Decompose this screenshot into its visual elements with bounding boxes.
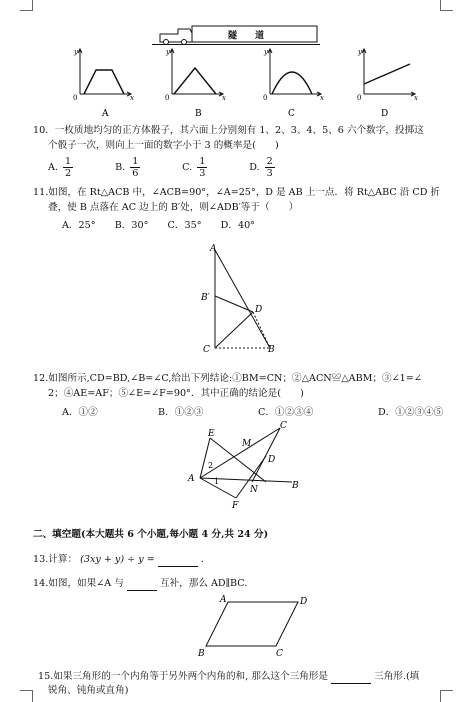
q15-text-end: 三角形.(填 [374,671,420,682]
q14-point-a: A [220,595,227,605]
graph-c-origin: 0 [263,94,268,102]
q10-line2: 个骰子一次，则向上一面的数字小于 3 的概率是( ) [48,140,279,151]
graph-a-origin: 0 [73,94,78,102]
q12-point-m: M [242,439,252,449]
q10-option-c[interactable]: C. $\frac{1}{3}$ [182,156,206,179]
graph-label-c: C [288,109,295,119]
q14-answer-blank[interactable] [127,580,157,591]
q14-point-d: D [300,597,308,607]
graph-a [73,48,134,102]
graph-d [357,48,418,102]
q15-line2: 锐角、钝角或直角) [48,685,129,696]
graph-label-d: D [381,109,389,119]
corner-mark-top-left [20,0,33,11]
graph-d-x-label: x [414,94,418,102]
q10-option-d[interactable]: D. $\frac{2}{3}$ [249,156,273,179]
corner-mark-top-right [440,0,453,11]
q12-point-f: F [232,501,239,510]
tunnel-label: 隧 道 [228,31,265,41]
graph-c-y-label: y [264,48,268,56]
q12-point-a: A [188,474,195,484]
corner-mark-bottom-left [20,690,33,702]
q10-option-b[interactable]: B. $\frac{1}{6}$ [115,156,139,179]
graph-d-origin: 0 [357,94,362,102]
q14-prefix: 14.如图，如果∠A 与 [33,578,124,589]
q12-angle-2: 2 [208,461,214,470]
q12-point-c: C [280,421,287,431]
q12-angle-1: 1 [214,477,220,486]
q14-parallelogram-figure [190,592,320,662]
q12-point-e: E [208,429,215,439]
q13-expression: (3xy + y) ÷ y = [80,554,155,565]
graph-label-a: A [102,109,109,119]
q12-figure [180,418,310,510]
q12-line2: 2；④AE=AF；⑤∠E=∠F=90°．其中正确的结论是( ) [48,388,304,399]
q11-point-a: A [210,244,217,254]
graph-a-x-label: x [130,94,134,102]
graph-b-x-label: x [222,94,226,102]
q10-option-c-fraction: $\frac{1}{3}$ [199,156,206,179]
q11-line1: 11.如图，在 Rt△ACB 中，∠ACB=90°，∠A=25°，D 是 AB 上一点．将 Rt△ABC 沿 CD 折 [33,187,441,198]
q10-option-a[interactable]: A. $\frac{1}{2}$ [48,156,72,179]
q13-suffix: . [200,554,204,565]
graph-a-y-label: y [74,48,78,56]
q15-text: 15.如果三角形的一个内角等于另外两个内角的和, 那么这个三角形是 [38,671,328,682]
q12-option-a[interactable]: A．①② [62,407,98,418]
q12-point-b: B [292,481,299,491]
q11-options: A．25° B．30° C．35° D．40° [62,220,255,231]
graph-c [263,48,324,102]
graph-b [165,48,226,102]
q10-option-a-fraction: $\frac{1}{2}$ [65,156,72,179]
q11-point-d: D [255,305,263,315]
graph-d-y-label: y [358,48,362,56]
q14-point-c: C [276,649,283,659]
q11-figure [195,244,285,356]
q10-option-d-fraction: $\frac{2}{3}$ [266,156,273,179]
q13 [33,553,458,567]
q14 [33,577,458,591]
q12-point-n: N [250,485,258,495]
graph-c-x-label: x [320,94,324,102]
q14-suffix: 互补，那么 AD∥BC. [159,578,248,589]
graph-b-origin: 0 [165,94,170,102]
q15-line1 [38,670,458,684]
q12-option-c[interactable]: C．①②③④ [258,407,314,418]
q10-options [48,156,313,179]
q11-point-c: C [203,345,210,355]
q12-option-b[interactable]: B．①②③ [158,407,204,418]
q14-point-b: B [198,649,205,659]
graph-row [60,48,420,120]
q12-point-d: D [268,455,276,465]
q13-prefix: 13.计算： [33,554,78,565]
graph-label-b: B [195,109,202,119]
q10-option-b-fraction: $\frac{1}{6}$ [132,156,139,179]
q12-line1: 12.如图所示,CD=BD,∠B=∠C,给出下列结论:①BM=CN；②△ACN≌△ABM；③∠1=∠ [33,373,422,384]
q13-answer-blank[interactable] [158,556,198,567]
q15-answer-blank[interactable] [331,673,371,684]
section-2-heading: 二、填空题(本大题共 6 个小题,每小题 4 分,共 24 分) [33,529,269,540]
q11-point-b-prime: B′ [201,293,210,303]
graph-b-y-label: y [166,48,170,56]
q11-point-b: B [268,345,275,355]
q12-option-d[interactable]: D．①②③④⑤ [378,407,444,418]
q11-line2: 叠，使 B 点落在 AC 边上的 B′处，则∠ADB′等于（ ） [48,202,299,213]
q10-line1: 10．一枚质地均匀的正方体骰子，其六面上分别刻有 1、2、3、4、5、6 六个数字，投掷这 [33,125,424,136]
